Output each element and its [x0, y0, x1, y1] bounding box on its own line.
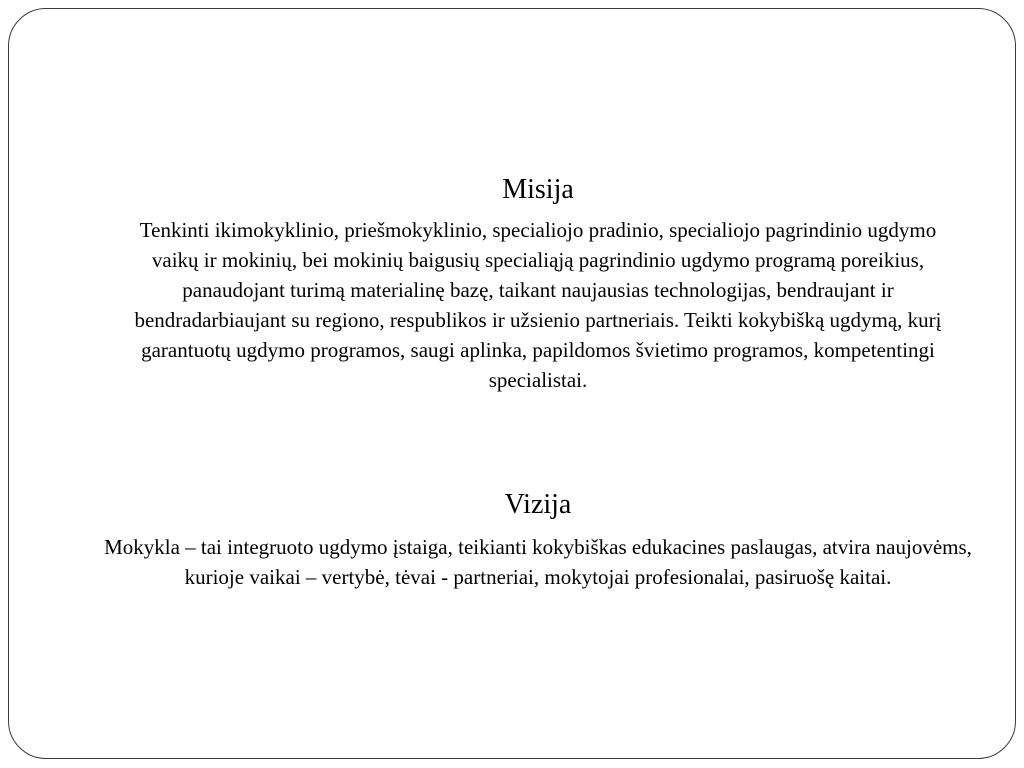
mission-section [100, 174, 976, 395]
mission-text: Tenkinti ikimokyklinio, priešmokyklinio, specialiojo pradinio, specialiojo pagrindinio ugdymo vaikų ir mokinių, bei mokinių baigusių specialiąją pagrindinio ugdymo programą poreikius, panaudojant turimą materialinę bazę, taikant naujausias technologijas, bendraujant ir bendradarbiaujant su regiono, respublikos ir užsienio partneriais. Teikti kokybišką ugdymą, kurį garantuotų ugdymo programos, saugi aplinka, papildomos švietimo programos, kompetentingi specialistai. [134, 218, 942, 392]
vision-section [100, 489, 976, 592]
mission-title: Misija [502, 174, 574, 205]
vision-title: Vizija [504, 489, 572, 520]
vision-text: Mokykla – tai integruoto ugdymo įstaiga, teikianti kokybiškas edukacines paslaugas, atvira naujovėms, kurioje vaikai – vertybė, tėvai - partneriai, mokytojai profesionalai, pasiruošę kaitai. [104, 535, 972, 589]
